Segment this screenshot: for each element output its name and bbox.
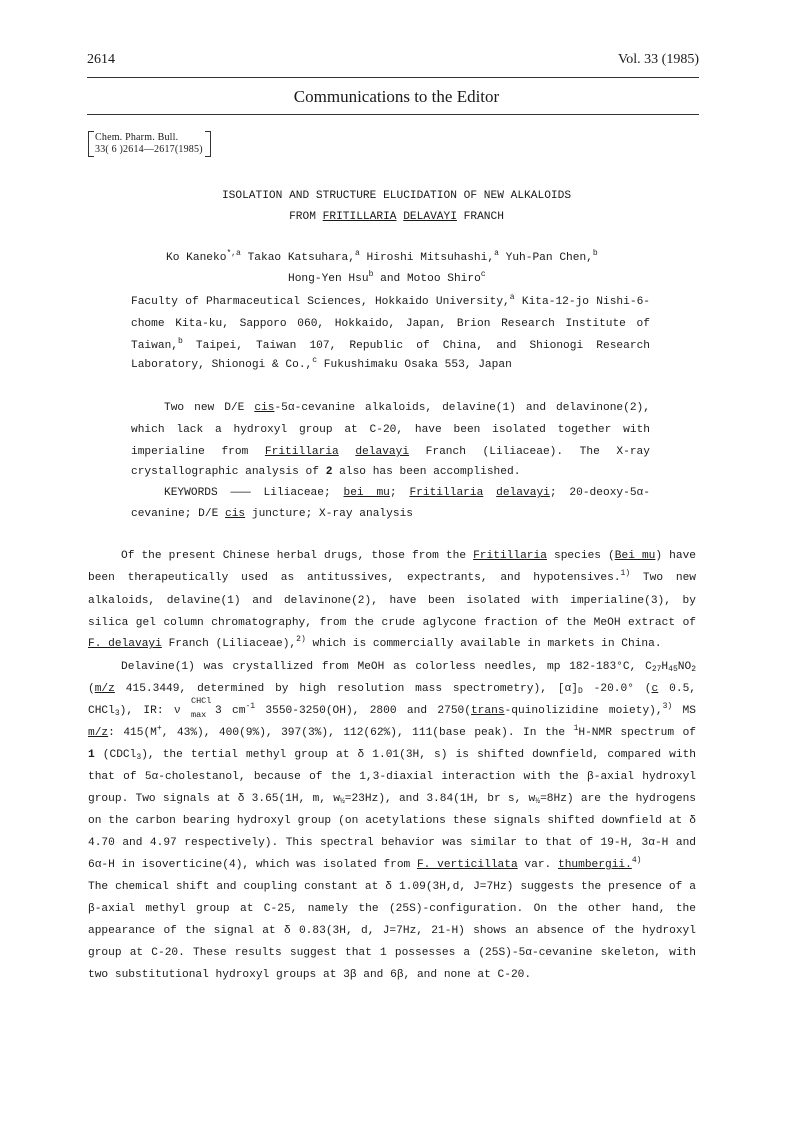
body-p2-line-4: m/z: 415(M+, 43%), 400(9%), 397(3%), 112(62%), 111(base peak). In the $^1$H-NMR spectrum of: [88, 724, 697, 739]
body-p3-line-1: The chemical shift and coupling constant at δ 1.09(3H,d, J=7Hz) suggests the presence of a: [88, 881, 696, 893]
abstract-line-2: which lack a hydroxyl group at C-20, have been isolated together with: [131, 424, 650, 436]
body-p1-line-2: been therapeutically used as antitussives, expectrants, and hypotensives.$^{1)}$ Two new: [88, 569, 696, 584]
abstract-line-3: imperialine from Fritillaria delavayi Franch (Liliaceae). The X-ray: [131, 446, 650, 458]
author-chen: Yuh-Pan Chen,: [505, 252, 593, 264]
author-line-2: Hong-Yen Hsu$^b$ and Motoo Shiro$^c$: [288, 270, 486, 285]
author-line-1: Ko Kaneko$^{*,a}$ Takao Katsuhara,$^a$ Hiroshi Mitsuhashi,$^a$ Yuh-Pan Chen,$^b$: [166, 249, 598, 264]
affiliation-line-2: chome Kita-ku, Sapporo 060, Hokkaido, Japan, Brion Research Institute of: [131, 318, 650, 330]
citation-journal: Chem. Pharm. Bull.: [95, 132, 179, 143]
author-mitsuhashi: Hiroshi Mitsuhashi,: [366, 252, 495, 264]
body-p2-line-6: that of 5α-cholestanol, because of the 1,3-diaxial interaction with the β-axial hydroxyl: [88, 771, 696, 783]
citation-box: [88, 131, 211, 157]
header-rule-top: [87, 77, 699, 78]
abstract-line-4: crystallographic analysis of 2 also has been accomplished.: [131, 466, 521, 478]
body-p1-line-3: alkaloids, delavine(1) and delavinone(2), have been isolated with imperialine(3), by: [88, 595, 696, 607]
keywords-label: KEYWORDS: [164, 487, 218, 499]
affiliation-line-4: Laboratory, Shionogi & Co.,$^c$ Fukushimaku Osaka 553, Japan: [131, 356, 512, 371]
body-p1-line-5: F. delavayi Franch (Liliaceae),$^{2)}$ which is commercially available in markets in China.: [88, 635, 662, 650]
author-kaneko: Ko Kaneko: [166, 252, 227, 264]
affiliation-line-1: Faculty of Pharmaceutical Sciences, Hokkaido University,$^a$ Kita-12-jo Nishi-6-: [131, 293, 650, 308]
author-hsu: Hong-Yen Hsu: [288, 273, 369, 285]
affiliation-line-3: Taiwan,$^b$ Taipei, Taiwan 107, Republic of China, and Shionogi Research: [131, 337, 650, 352]
author-katsuhara: Takao Katsuhara,: [247, 252, 355, 264]
keywords-line-2: cevanine; D/E cis juncture; X-ray analysis: [131, 508, 413, 520]
body-p1-line-4: silica gel column chromatography, from the crude aglycone fraction of the MeOH extract of: [88, 617, 696, 629]
body-p2-line-7: group. Two signals at δ 3.65(1H, m, $w_{\frac{1}{2}}=23Hz$), and 3.84(1H, br s, $w_{\frac{1}{2}}=8Hz$) are the hydrogens: [88, 793, 697, 806]
section-title: Communications to the Editor: [293, 87, 500, 106]
body-p2-line-3: CHCl$_3$), IR: ν CHCl $_{max}$ 3 $cm^{-1}$ 3550-3250(OH), 2800 and 2750(trans-quinolizidine moiety),$^{3)}$ MS: [88, 696, 696, 720]
body-p2-line-9: 4.70 and 4.97 respectively). This spectral behavior was similar to that of 19-H, 3α-H and: [88, 837, 696, 849]
article-title-line-1: ISOLATION AND STRUCTURE ELUCIDATION OF NEW ALKALOIDS: [221, 190, 572, 202]
citation-bracket-right: [205, 131, 211, 157]
body-p3-line-4: group at C-20. These results suggest that 1 possesses a (25S)-5α-cevanine skeleton, with: [88, 947, 696, 959]
body-p3-line-5: two substitutional hydroxyl groups at 3β and 6β, and none at C-20.: [88, 969, 532, 981]
citation-pages: 33( 6 )2614—2617(1985): [95, 144, 203, 155]
abstract-line-1: Two new D/E cis-5α-cevanine alkaloids, delavine(1) and delavinone(2),: [164, 402, 650, 414]
body-p2-line-2: (m/z 415.3449, determined by high resolution mass spectrometry), $[\alpha]_D$ -20.0° (c 0.5,: [88, 683, 696, 696]
header-rule-bottom: [87, 114, 699, 115]
body-p2-line-10: 6α-H in isoverticine(4), which was isolated from F. verticillata var. thumbergii.$^{4)}$: [88, 856, 642, 871]
body-p1-line-1: Of the present Chinese herbal drugs, those from the Fritillaria species (Bei mu) have: [121, 550, 697, 562]
page-number: 2614: [87, 52, 115, 67]
body-p3-line-2: β-axial methyl group at C-25, namely the (25S)-configuration. On the other hand, the: [88, 903, 696, 915]
body-p2-line-8: on the carbon bearing hydroxyl group (on acetylations these signals shifted downfield at δ: [88, 815, 696, 827]
journal-volume: Vol. 33 (1985): [617, 52, 699, 67]
author-shiro: Motoo Shiro: [406, 273, 481, 285]
body-p2-line-1: Delavine(1) was crystallized from MeOH as colorless needles, mp 182-183°C, $C_{27}H_{45}NO_2$: [121, 661, 696, 674]
article-title-line-2: FROM FRITILLARIA DELAVAYI FRANCH: [289, 211, 504, 223]
keywords-line-1: KEYWORDS ——— Liliaceae; bei mu; Fritillaria delavayi; 20-deoxy-5α-: [164, 487, 650, 499]
body-p2-line-5: 1 (CDCl$_3$), the tertial methyl group at δ 1.01(3H, s) is shifted downfield, compared with: [88, 749, 696, 762]
body-p3-line-3: appearance of the signal at δ 0.83(3H, d, J=7Hz, 21-H) shows an absence of the hydroxyl: [88, 925, 696, 937]
citation-bracket-left: [88, 131, 94, 157]
